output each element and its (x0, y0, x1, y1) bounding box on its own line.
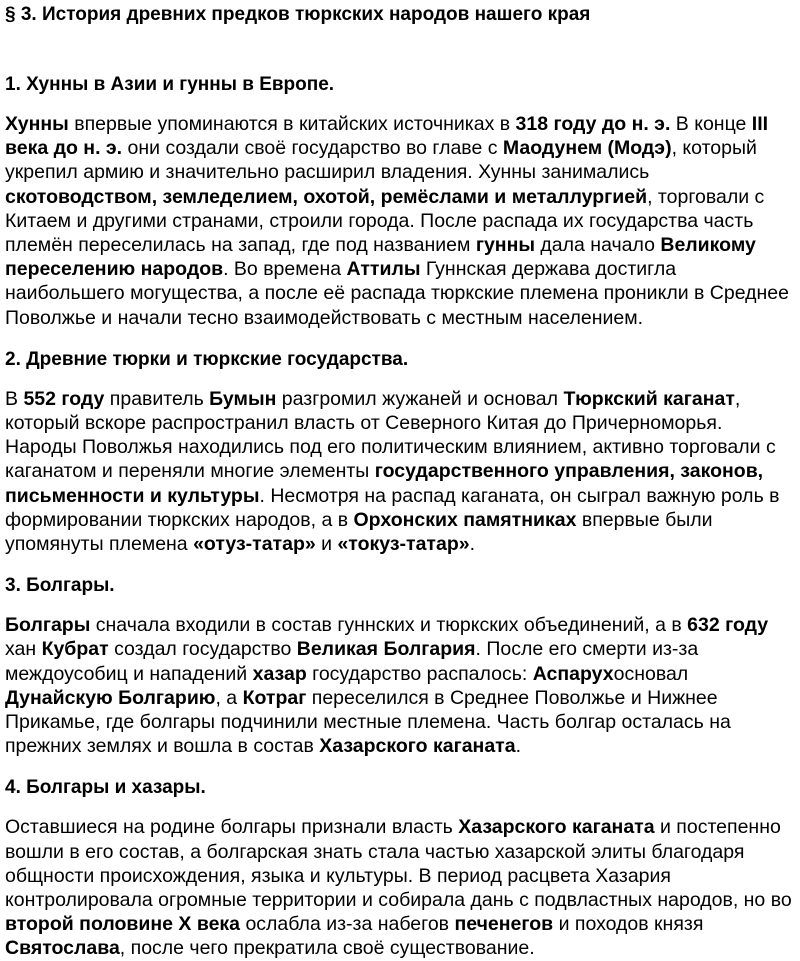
bold-term: Великому переселению народов (5, 234, 756, 281)
text-run: ослабла из-за набегов (240, 913, 455, 936)
bold-term: хазар (252, 662, 307, 685)
bold-term: государственного управления, законов, письменности и культуры (5, 460, 764, 507)
text-run: правитель (104, 387, 210, 410)
bold-term: Тюркский каганат (563, 387, 735, 410)
section-paragraph (5, 387, 794, 556)
text-run: государство распалось: (306, 662, 533, 685)
bold-term: Аспарух (532, 662, 614, 685)
bold-term: Хунны (5, 113, 69, 135)
text-run: Оставшиеся на родине болгары признали власть (5, 816, 459, 839)
text-run: впервые были упомянуты племена (5, 508, 713, 556)
text-run: , который укрепил армию и значительно расширил владения. Хунны занимались (5, 137, 757, 184)
bold-term: второй половине X века (5, 913, 241, 936)
text-run: Гуннская держава достигла наибольшего могущества, а после её распада тюркские племена проникли в Среднее Поволжье и начали тесно взаимодействовать с местным населением. (5, 258, 789, 329)
text-run: создал государство (108, 638, 297, 661)
text-run: основал (613, 662, 689, 685)
text-run: хан (5, 638, 42, 661)
text-run: , который вскоре распространил власть от Северного Китая до Причерноморья. Народы Поволжья находились под его политическим влиянием, активно торговали с каганатом и переняли многие элементы (5, 387, 776, 483)
text-run: В (5, 387, 24, 410)
bold-term: Святослава (5, 937, 120, 960)
text-run: . Несмотря на распад каганата, он сыграл важную роль в формировании тюркских народов, а в (5, 484, 780, 531)
text-run: . (469, 533, 476, 556)
section-heading: 2. Древние тюрки и тюркские государства. (5, 348, 409, 370)
bold-term: Котраг (242, 686, 307, 709)
bold-term: Орхонских памятниках (353, 508, 577, 531)
text-run: сначала входили в состав гуннских и тюркских объединений, а в (90, 614, 688, 637)
bold-term: Аттилы (346, 258, 421, 281)
section-paragraph (5, 815, 794, 960)
text-run: , торговали с Китаем и другими странами, строили города. После распада их государства часть племён переселилась на запад, где под названием (5, 185, 765, 257)
text-run: разгромил жужаней и основал (276, 387, 564, 410)
text-run: . (515, 735, 521, 758)
text-run: дала начало (535, 234, 661, 257)
bold-term: Маодунем (Модэ) (502, 137, 672, 160)
text-run: впервые упоминаются в китайских источниках в (68, 113, 516, 135)
section-paragraph (5, 112, 794, 330)
bold-term: гунны (475, 234, 536, 257)
bold-term: Кубрат (41, 638, 109, 661)
bold-term: Бумын (209, 387, 277, 410)
bold-term: печенегов (454, 913, 554, 936)
bold-term: Дунайскую Болгарию (5, 686, 216, 709)
text-run: . После его смерти из-за междоусобиц и нападений (5, 638, 699, 685)
text-run: и походов князя (553, 913, 704, 936)
section-heading: 3. Болгары. (5, 575, 115, 597)
text-run: . Во времена (223, 258, 347, 281)
text-run: и постепенно вошли в его состав, а болгарская знать стала частью хазарской элиты благодаря общности происхождения, языка и культуры. В период расцвета Хазария контролировала огромные территории и собирала дань с подвластных народов, но во (5, 816, 792, 912)
section-heading: 4. Болгары и хазары. (5, 777, 206, 799)
bold-term: «токуз-татар» (337, 533, 470, 556)
text-run: и (315, 533, 338, 556)
page-title: § 3. История древних предков тюркских народов нашего края (5, 4, 591, 25)
bold-term: «отуз-татар» (193, 533, 316, 556)
text-run: , а (215, 686, 243, 709)
bold-term: III века до н. э. (5, 113, 769, 160)
bold-term: Болгары (5, 614, 91, 637)
text-run: они создали своё государство во главе с (122, 137, 503, 160)
section-heading: 1. Хунны в Азии и гунны в Европе. (5, 74, 335, 95)
bold-term: 632 году (687, 614, 769, 637)
bold-term: 552 году (23, 387, 105, 410)
bold-term: 318 году до н. э. (515, 113, 671, 135)
text-run: В конце (670, 113, 752, 135)
section-paragraph (5, 613, 794, 758)
bold-term: Хазарского каганата (319, 735, 516, 758)
text-run: , после чего прекратила своё существование. (119, 937, 535, 960)
text-run: переселился в Среднее Поволжье и Нижнее Прикамье, где болгары подчинили местные племена. Часть болгар осталась на прежних землях и вошла в состав (5, 686, 731, 758)
sections-container (5, 72, 794, 961)
bold-term: Великая Болгария (296, 638, 476, 661)
bold-term: скотоводством, земледелием, охотой, ремёслами и металлургией (5, 185, 648, 208)
bold-term: Хазарского каганата (458, 816, 655, 839)
